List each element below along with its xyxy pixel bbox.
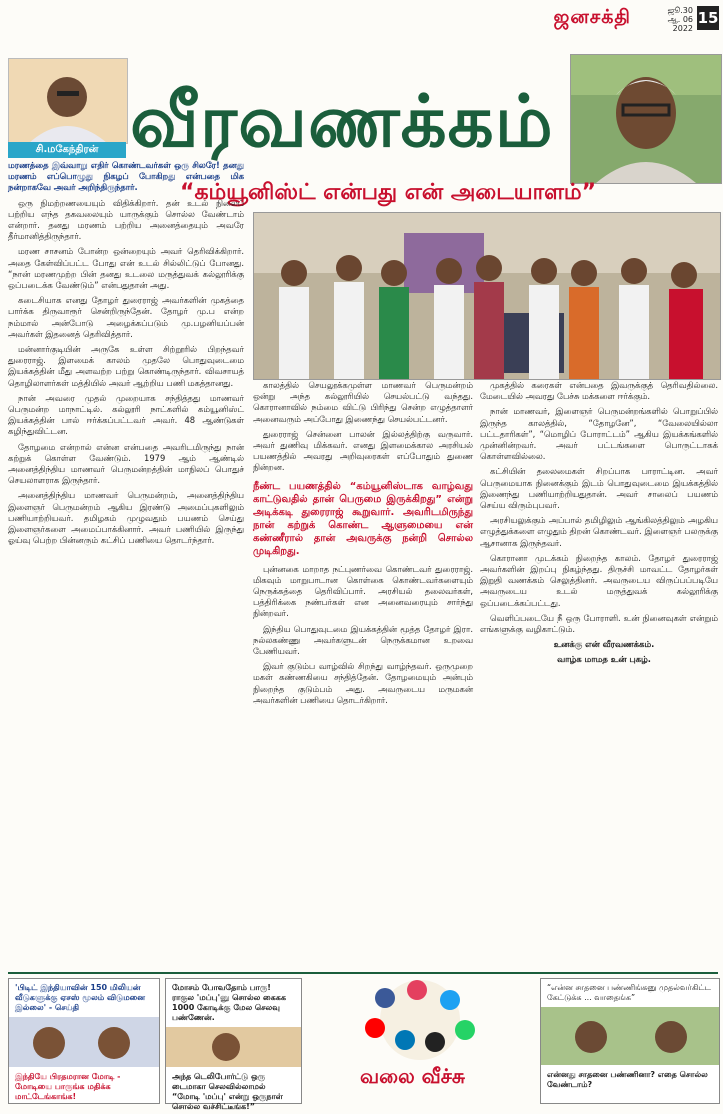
author-portrait-image [9, 59, 127, 143]
body-paragraph: மரண சாசனம் போன்ற ஒன்றையும் அவர் தெரிவிக்கிறார். அதை கேள்விப்பட்ட போது என் உடல் சில்லிட்டுப் போனது. “நான் மரணமுற்ற பின் தனது உடலை மருத்துவக் கல்லூரிக்கு ஒப்படைக்க வேண்டும்” என்பதுதான் அது. [8, 246, 244, 291]
article-column-3 [480, 380, 718, 970]
article-title: வீரவணக்கம் [130, 78, 554, 163]
date-line-1: ஜூ.30 [667, 6, 693, 15]
body-paragraph: கொரானா முடக்கம் நிறைந்த காலம். தோழர் துரைராஜ் அவர்களின் இறப்பு நிகழ்ந்தது. திருச்சி மாவட்ட தோழர்கள் இறுதி வணக்கம் செலுத்தினர். அவருடைய விருப்பப்படியே அவருடைய உடல் மருத்துவக் கல்லூரிக்கு ஒப்படைக்கப்பட்டது. [480, 552, 718, 608]
body-paragraph: மன்னார்குடியின் அருகே உள்ள சிற்றூரில் பிறந்தவர் துரைராஜ். இளமைக் காலம் முதலே பொதுவுடைமை இயக்கத்தின் மீது அளவற்ற பற்று கொண்டிருந்தார். விவசாயத் தொழிலாளர்கள் மத்தியில் அவர் ஆற்றிய பணி மகத்தானது. [8, 344, 244, 388]
article-column-2 [253, 380, 473, 970]
body-paragraph: அனைத்திந்திய மாணவர் பெருமன்றம், அனைத்திந்திய இளைஞர் பெருமன்றம் ஆகிய இரண்டு அமைப்புகளிலும் பணியாற்றியவர். தமிழகம் முழுவதும் பயணம் செய்து இளைஞர்களை அமைப்பாக்கினார். அவர் பணியில் இருந்து ஓய்வு பெற்ற பின்னரும் கட்சிப் பணியை தொடர்ந்தார். [8, 490, 244, 546]
author-caption: சி.மகேந்திரன் [8, 142, 126, 158]
body-paragraph: நான் மாணவர், இளைஞர் பெருமன்றங்களில் பொறுப்பில் இருந்த காலத்தில், “தோழனே”, “வேலையில்லா பட்டதாரிகள்”, “மொழிப் போராட்டம்” ஆகிய இயக்கங்களில் முன்னின்றவர். அவர் பட்டங்களை பொருட்டாகக் கொள்ளவில்லை. [480, 406, 718, 462]
social-media-icons [305, 978, 535, 1062]
quote-headline: “கம்யூனிஸ்ட் என்பது என் அடையாளம்” [180, 180, 597, 205]
masthead [0, 0, 723, 58]
body-paragraph: ஒரு நிமற்றணயையும் விதிக்கிறார். தன் உடல் நிலைப் பற்றிய எந்த தகவலையும் யாருக்கும் சொல்ல வேண்டாம் என்றார். தனது மரணம் பற்றிய அனைத்தையும் அவரே தீர்மானித்திருந்தார். [8, 197, 244, 242]
meme-2-caption: அந்த டெலிபோர்ட்டு ஒரு டைமாகா செலவில்லாமல் “மோடி 'மப்பு' என்று ஒருநாள் சொல்ல வச்சிட்டீங்க!” [172, 1072, 283, 1111]
signoff-line-1: உனக்கு என் வீரவணக்கம். [553, 639, 655, 650]
intro-paragraph: மரணத்தை இவ்வாறு எதிர் கொண்டவர்கள் ஒரு சிலரே! தனது மரணம் எப்பொழுது நிகழப் போகிறது என்பதை மிக நன்றாகவே அவர் அறிந்திருந்தார். [8, 160, 244, 193]
body-paragraph: புன்னகை மாறாத நட்புணர்வை கொண்டவர் துரைராஜ். மிகவும் மாறுபாடான கொள்கை கொண்டவர்களையும் நெருக்கத்தை தெரிவிப்பார். அரசியல் தலைவர்கள், பத்திரிக்கை நண்பர்கள் என அனைவரையும் சார்ந்து நின்றவர். [253, 563, 473, 619]
meme-panel-3 [540, 978, 720, 1104]
meme-2-image [166, 1027, 301, 1067]
body-paragraph: நான் அவரை முதல் முறையாக சந்தித்தது மாணவர் பெருமன்ற மாநாட்டில். கல்லூரி நாட்களில் கம்யூனிஸ்ட் இயக்கத்தின் பால் ஈர்க்கப்பட்டவர் அவர். 48 ஆண்டுகள் கழிந்துவிட்டன. [8, 392, 244, 437]
section-divider [8, 972, 718, 974]
issue-date [668, 6, 693, 33]
meme-panel-1 [8, 978, 160, 1104]
tribute-group-photo [253, 212, 721, 380]
signoff-line-2: வாழ்க மாமத உன் புகழ். [557, 654, 651, 665]
meme-2-text: மோசம் போவதோம் பாரு! ராகுல 'மப்பு'னு சொல்ல கைகக 1000 கோடிக்கு மேல செலவு பண்ணேன். [172, 983, 286, 1022]
meme-panel-2 [165, 978, 302, 1111]
body-paragraph: இந்திய பொதுவுடமை இயக்கத்தின் மூத்த தோழர் இரா. நல்லகண்ணு அவர்களுடன் நெருக்கமான உறவை பேணியவர். [253, 623, 473, 657]
meme-3-image [541, 1007, 719, 1065]
meme-3-caption-2: என்னது சாதனை பண்ணினா? எதை சொல்ல வேண்டாம்? [547, 1070, 708, 1089]
body-paragraph: முகத்தில் கரைகள் என்பதை இவருக்குத் தெரிவதில்லை. மேடையில் அவரது பேச்சு மக்களை ஈர்க்கும். [480, 380, 718, 402]
group-photo-image [254, 213, 720, 379]
section-label: வலை வீச்சு [360, 1064, 465, 1088]
pull-quote: நீண்ட பயணத்தில் “கம்யூனிஸ்டாக வாழ்வது காட்டுவதில் தான் பெருமை இருக்கிறது” என்று அடிக்கடி துரைராஜ் கூறுவார். அவரிடமிருந்து நான் கற்றுக் கொண்ட ஆளுமையை என் கண்ணீரால் தான் அவருக்கு நன்றி சொல்ல முடிகிறது. [253, 480, 473, 557]
body-paragraph: அரசியலுக்கும் அப்பால் தமிழிலும் ஆங்கிலத்திலும் அழகிய எழுத்துக்களை எழுதும் திறன் கொண்டவர். இளைஞர் பலருக்கு ஆசானாக இருந்தவர். [480, 515, 718, 548]
newspaper-brand: ஜனசக்தி [553, 6, 631, 28]
meme-3-caption-1: “என்ன சாதனை பண்ணிங்கனு முதல்வர்கிட்ட கேட்டுக்க ... வாதைங்க” [547, 983, 711, 1002]
meme-1-image [9, 1017, 159, 1067]
date-line-3: 2022 [672, 24, 693, 33]
body-paragraph: கடைசியாக எனது தோழர் துரைராஜ் அவர்களின் முகத்தை பார்க்க திருவாரூர் சென்றிருந்தேன். தோழர் மு.ப என்ற நம்மால் அன்போடு அழைக்கப்படும் மு.பழனியப்பன் அவர்கள் இதனைத் தெரிவித்தார். [8, 295, 244, 339]
meme-1-text: 'பிடிட் இந்தியாவின் 150 மிலியன் வீடுகளுக்கு ஏசஸ் மூலம் விடுமனை இல்லை' - செய்தி [15, 983, 145, 1012]
article-column-1 [8, 160, 244, 970]
subject-portrait-image [571, 55, 721, 183]
body-paragraph: வெளிப்படையே நீ ஒரு போராளி. உன் நினைவுகள் என்றும் எங்களுக்கு வழிகாட்டும். [480, 612, 718, 635]
body-paragraph: கட்சியின் தலைமைகள் சிறப்பாக பாராட்டின. அவர் பெருமையாக நினைக்கும் இடம் பொதுவுடைமை இயக்கத்தில் இணைந்து பணியாற்றியதுதான். அவர் சாலைப் பயணம் செய்ய விரும்புபவர். [480, 466, 718, 511]
body-paragraph: துரைராஜ் சென்னை பாலன் இல்லத்திற்கு வருவார். அவர் துணிவு மிக்கவர். எனது இளமைக்கால அரசியல் பயணத்தில் அவரது அறிவுரைகள் எப்போதும் துணை நின்றன. [253, 428, 473, 473]
author-photo [8, 58, 128, 144]
body-paragraph: இவர் குடும்ப வாழ்வில் சிறந்து வாழ்ந்தவர். ஒருமுறை மகள் கண்ணகியை சந்தித்தேன். தோழமையும் அன்பும் நிறைந்த குடும்பம் அது. அவருடைய மருமகன் அவர்களின் பணியை தொடர்கிறார். [253, 661, 473, 705]
body-paragraph: காலத்தில் செயலூக்கமுள்ள மாணவர் பெருமன்றம் ஒன்று அந்த கல்லூரியில் செயல்பட்டு வந்தது. கொரானாவில் நம்மை விட்டு பிரிந்து சென்ற எழுத்தாளர் அனைவரும் அப்போது இணைந்து செயல்பட்டனர். [253, 380, 473, 424]
body-paragraph: தோழமை என்றால் என்ன என்பதை அவரிடமிருந்து நான் கற்றுக் கொள்ள வேண்டும். 1979 ஆம் ஆண்டில் அனைத்திந்திய மாணவர் பெருமன்றத்தின் மாநிலப் பொதுச் செயலாளராக இருந்தார். [8, 441, 244, 486]
page-number: 15 [697, 6, 719, 30]
meme-1-caption: இந்தியே பிரதமரான மோடி - மோடியை பாருங்க மதிக்க மாட்டேங்காங்க! [15, 1072, 121, 1101]
date-line-2: ஆ. 06 [667, 15, 693, 24]
subject-portrait [570, 54, 722, 184]
